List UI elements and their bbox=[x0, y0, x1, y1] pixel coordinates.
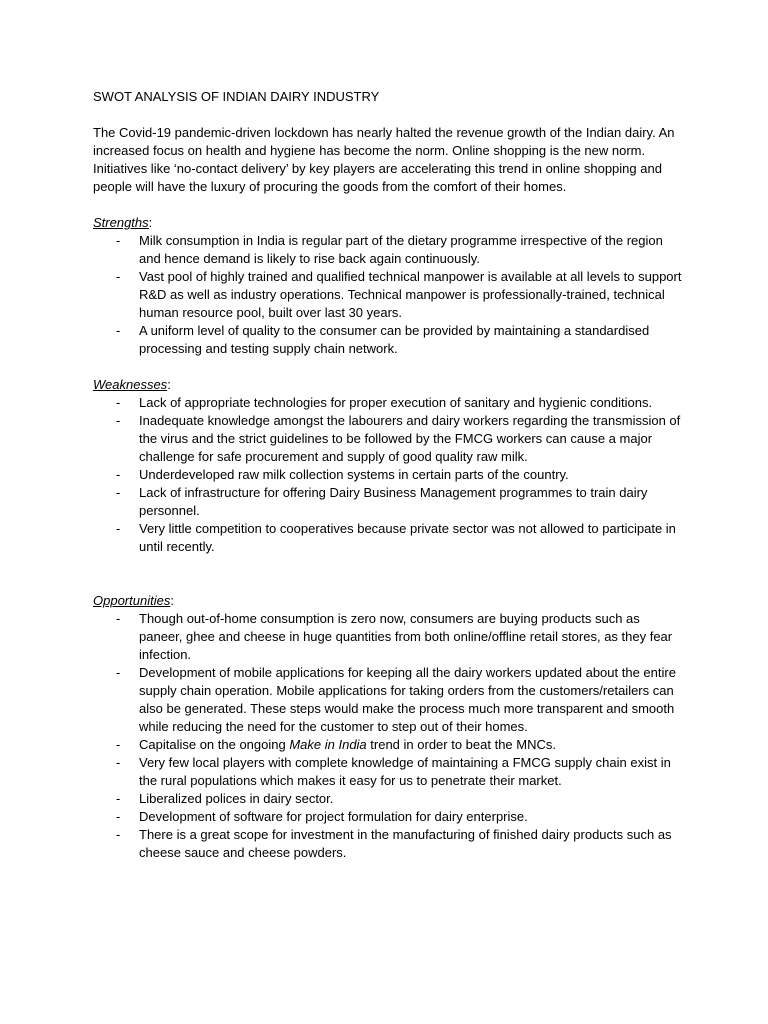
strengths-heading-line bbox=[93, 214, 683, 232]
weakness-item-text: Underdeveloped raw milk collection systems in certain parts of the country. bbox=[139, 467, 569, 482]
list-bullet: - bbox=[116, 755, 121, 770]
weaknesses-heading: Weaknesses bbox=[93, 377, 168, 392]
opportunity-item-text-after: trend in order to beat the MNCs. bbox=[366, 737, 556, 752]
weaknesses-list bbox=[93, 394, 683, 556]
opportunities-section bbox=[93, 592, 683, 862]
weakness-item bbox=[93, 394, 683, 412]
opportunity-item-text-before: Capitalise on the ongoing bbox=[139, 737, 290, 752]
strengths-list bbox=[93, 232, 683, 358]
list-bullet: - bbox=[116, 413, 121, 428]
strengths-heading: Strengths bbox=[93, 215, 149, 230]
opportunity-item bbox=[93, 790, 683, 808]
strength-item-text: A uniform level of quality to the consumer can be provided by maintaining a standardised processing and testing supply chain network. bbox=[139, 323, 650, 356]
weakness-item bbox=[93, 520, 683, 556]
weaknesses-heading-colon: : bbox=[167, 377, 171, 392]
opportunity-item bbox=[93, 826, 683, 862]
opportunities-heading: Opportunities bbox=[93, 593, 171, 608]
list-bullet: - bbox=[116, 809, 121, 824]
weaknesses-section bbox=[93, 376, 683, 556]
opportunity-item-text: Development of mobile applications for keeping all the dairy workers updated about the entire supply chain operation. Mobile applications for taking orders from the customers/retailers can also be generated. These steps would make the process much more transparent and smooth while reducing the need for the customer to step out of their homes. bbox=[139, 665, 676, 734]
list-bullet: - bbox=[116, 791, 121, 806]
opportunity-item-text: Though out-of-home consumption is zero now, consumers are buying products such as paneer, ghee and cheese in huge quantities from both online/offline retail stores, as they fear infection. bbox=[139, 611, 673, 662]
strengths-section bbox=[93, 214, 683, 358]
opportunities-list bbox=[93, 610, 683, 862]
list-bullet: - bbox=[116, 485, 121, 500]
list-bullet: - bbox=[116, 269, 121, 284]
list-bullet: - bbox=[116, 467, 121, 482]
strength-item bbox=[93, 232, 683, 268]
list-bullet: - bbox=[116, 233, 121, 248]
strength-item-text: Vast pool of highly trained and qualified technical manpower is available at all levels to support R&D as well as industry operations. Technical manpower is professionally-trained, technical human resource pool, built over last 30 years. bbox=[139, 269, 682, 320]
list-bullet: - bbox=[116, 737, 121, 752]
list-bullet: - bbox=[116, 827, 121, 842]
weaknesses-heading-line bbox=[93, 376, 683, 394]
list-bullet: - bbox=[116, 665, 121, 680]
weakness-item bbox=[93, 466, 683, 484]
weakness-item-text: Lack of appropriate technologies for proper execution of sanitary and hygienic conditions. bbox=[139, 395, 653, 410]
make-in-india-emphasis: Make in India bbox=[289, 737, 367, 752]
strengths-heading-colon: : bbox=[148, 215, 153, 230]
opportunity-item-text: There is a great scope for investment in the manufacturing of finished dairy products such as cheese sauce and cheese powders. bbox=[139, 827, 672, 860]
list-bullet: - bbox=[116, 521, 121, 536]
weakness-item-text: Lack of infrastructure for offering Dairy Business Management programmes to train dairy personnel. bbox=[139, 485, 648, 518]
opportunity-item bbox=[93, 736, 683, 754]
opportunities-heading-line bbox=[93, 592, 683, 610]
opportunity-item-text: Development of software for project formulation for dairy enterprise. bbox=[139, 809, 528, 824]
list-bullet: - bbox=[116, 323, 121, 338]
document-content bbox=[93, 88, 683, 880]
opportunity-item-text: Very few local players with complete knowledge of maintaining a FMCG supply chain exist in the rural populations which makes it easy for us to penetrate their market. bbox=[139, 755, 671, 788]
list-bullet: - bbox=[116, 611, 121, 626]
opportunity-item bbox=[93, 664, 683, 736]
opportunity-item bbox=[93, 610, 683, 664]
strength-item bbox=[93, 322, 683, 358]
opportunity-item bbox=[93, 754, 683, 790]
opportunity-item-text: Liberalized polices in dairy sector. bbox=[139, 791, 334, 806]
weakness-item-text: Inadequate knowledge amongst the labourers and dairy workers regarding the transmission of the virus and the strict guidelines to be followed by the FMCG workers can cause a major challenge for safe procurement and supply of good quality raw milk. bbox=[139, 413, 681, 464]
weakness-item bbox=[93, 412, 683, 466]
opportunity-item bbox=[93, 808, 683, 826]
list-bullet: - bbox=[116, 395, 121, 410]
strength-item bbox=[93, 268, 683, 322]
strength-item-text: Milk consumption in India is regular part of the dietary programme irrespective of the region and hence demand is likely to rise back again continuously. bbox=[139, 233, 663, 266]
document-title: SWOT ANALYSIS OF INDIAN DAIRY INDUSTRY bbox=[93, 89, 380, 104]
weakness-item bbox=[93, 484, 683, 520]
intro-paragraph: The Covid-19 pandemic-driven lockdown has nearly halted the revenue growth of the Indian dairy. An increased focus on health and hygiene has become the norm. Online shopping is the new norm. Initiatives like ‘no-contact delivery’ by key players are accelerating this trend in online shopping and people will have the luxury of procuring the goods from the comfort of their homes. bbox=[93, 125, 675, 194]
weakness-item-text: Very little competition to cooperatives because private sector was not allowed to participate in until recently. bbox=[139, 521, 676, 554]
opportunities-heading-colon: : bbox=[170, 593, 174, 608]
